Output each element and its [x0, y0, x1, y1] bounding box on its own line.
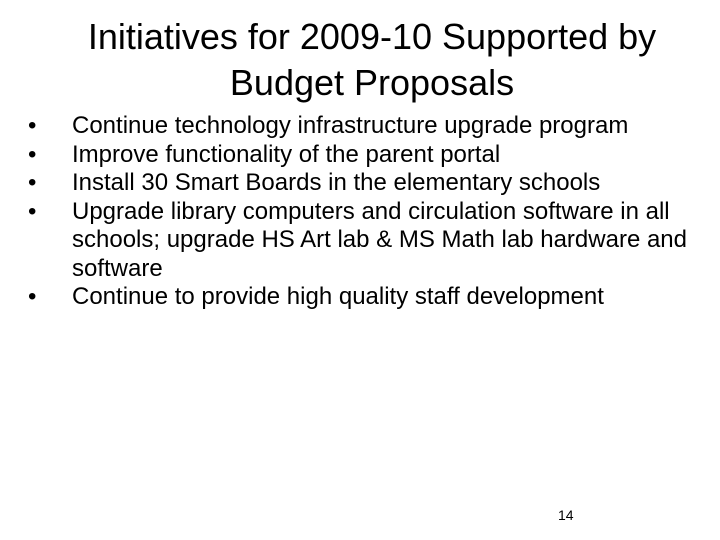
bullet-icon: •: [28, 283, 37, 310]
bullet-item: [28, 283, 708, 312]
bullet-text: Upgrade library computers and circulation software in all schools; upgrade HS Art lab & MS Math lab hardware and software: [72, 197, 687, 282]
bullet-text: Improve functionality of the parent portal: [72, 140, 501, 168]
bullet-item: [28, 169, 708, 198]
bullet-text: Install 30 Smart Boards in the elementary schools: [72, 169, 601, 196]
bullet-item: [28, 112, 708, 141]
bullet-list: [28, 112, 708, 312]
slide-title: Initiatives for 2009-10 Supported by Budget Proposals: [87, 16, 657, 103]
bullet-icon: •: [28, 169, 37, 196]
bullet-icon: •: [28, 112, 37, 139]
bullet-text: Continue to provide high quality staff development: [72, 283, 604, 310]
page-number: 14: [558, 507, 574, 523]
bullet-icon: •: [28, 197, 37, 225]
bullet-item: [28, 141, 708, 170]
bullet-text: Continue technology infrastructure upgrade program: [72, 112, 629, 139]
bullet-icon: •: [28, 140, 37, 168]
bullet-item: [28, 198, 708, 284]
